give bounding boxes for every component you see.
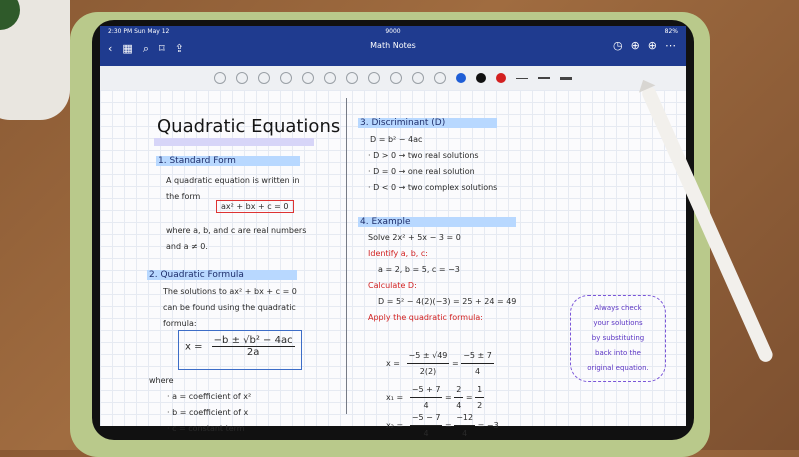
- page-title: Quadratic Equations: [157, 116, 341, 137]
- status-center: 9000: [385, 28, 401, 35]
- where-label: where: [149, 376, 174, 385]
- example-frac1-den: 2(2): [419, 367, 437, 376]
- red-color[interactable]: [496, 73, 506, 83]
- note-line-4: back into the: [595, 349, 641, 357]
- section-standard-form: [156, 156, 300, 205]
- back-icon[interactable]: ‹: [108, 42, 113, 55]
- quadratic-line-2: can be found using the quadratic: [163, 303, 296, 312]
- document-title[interactable]: Math Notes: [370, 41, 416, 50]
- heading-standard-form: 1. Standard Form: [156, 156, 300, 166]
- title-highlight: [154, 138, 314, 146]
- x2-result: = −3: [477, 421, 499, 430]
- discriminant-d1: · D > 0 → two real solutions: [368, 151, 479, 160]
- pencil-tool[interactable]: [236, 72, 248, 84]
- example-dline: D = 5² − 4(2)(−3) = 25 + 24 = 49: [378, 297, 517, 306]
- quadratic-formula-box: [178, 330, 302, 370]
- plant-pot: [0, 0, 70, 120]
- black-color[interactable]: [476, 73, 486, 83]
- x1-final-num: 1: [475, 382, 484, 398]
- note-line-2: your solutions: [593, 319, 643, 327]
- x1-final-den: 2: [477, 401, 483, 410]
- plus-icon[interactable]: ⊕: [647, 39, 657, 52]
- undo-tool[interactable]: [390, 72, 402, 84]
- x2-simplified-num: −12: [454, 410, 475, 426]
- top-bar: [100, 26, 686, 66]
- example-solve: Solve 2x² + 5x − 3 = 0: [368, 233, 461, 242]
- formula-numerator: −b ± √b² − 4ac: [213, 335, 293, 346]
- quadratic-line-3: formula:: [163, 319, 197, 328]
- tablet-screen: [100, 26, 686, 438]
- formula-denominator: 2a: [246, 347, 260, 358]
- more-icon[interactable]: ⋯: [665, 39, 676, 52]
- x2-label: x₂ =: [386, 421, 404, 430]
- x1-fraction: [410, 382, 443, 413]
- standard-form-line-4: and a ≠ 0.: [166, 242, 208, 251]
- section-discriminant: [358, 118, 497, 196]
- x1-simplified-den: 4: [456, 401, 462, 410]
- example-formula-line: [386, 348, 494, 379]
- example-x2-line: x₂ = $\frac{-5 - 7}{4}$ = $\frac{-12}{4}$ = −3: [386, 410, 499, 441]
- share-icon[interactable]: ⇪: [174, 42, 184, 55]
- example-x1-line: x₁ = $\frac{-5 + 7}{4}$ = $\frac{2}{4}$ = $\frac{1}{2}$: [386, 382, 484, 413]
- standard-form-line-1: A quadratic equation is written in: [166, 176, 300, 185]
- x1-fraction-simplified: [454, 382, 463, 413]
- section-example: [358, 217, 516, 326]
- blue-color[interactable]: [456, 73, 466, 83]
- status-time: 2:30 PM Sun May 12: [108, 28, 170, 35]
- x1-fraction-final: [475, 382, 484, 413]
- note-line-5: original equation.: [587, 364, 649, 372]
- brush-tool[interactable]: [280, 72, 292, 84]
- battery-indicator: 82%: [664, 28, 678, 35]
- search-icon[interactable]: ⌕: [142, 42, 149, 55]
- example-values: a = 2, b = 5, c = −3: [378, 265, 460, 274]
- shape-tool[interactable]: [368, 72, 380, 84]
- formula-definitions: [149, 373, 251, 437]
- thick-stroke[interactable]: [560, 77, 572, 80]
- plant-leaf: [0, 0, 20, 30]
- bookmark-icon[interactable]: ⌑: [158, 42, 165, 55]
- example-equals: =: [451, 359, 459, 368]
- heading-example: 4. Example: [358, 217, 516, 227]
- definition-c: · c = constant term: [167, 424, 245, 433]
- medium-stroke[interactable]: [538, 77, 550, 79]
- example-frac1-num: −5 ± √49: [407, 348, 450, 364]
- thin-stroke[interactable]: [516, 78, 528, 79]
- x2-numerator: −5 − 7: [410, 410, 443, 426]
- definition-b: · b = coefficient of x: [167, 408, 249, 417]
- timer-icon[interactable]: ◷: [612, 39, 623, 52]
- lasso-tool[interactable]: [346, 72, 358, 84]
- example-frac2-num: −5 ± 7: [461, 348, 494, 364]
- pen-tool[interactable]: [214, 72, 226, 84]
- x1-denominator: 4: [423, 401, 429, 410]
- redo-tool[interactable]: [412, 72, 424, 84]
- discriminant-d3: · D < 0 → two complex solutions: [368, 183, 498, 192]
- x1-simplified-num: 2: [454, 382, 463, 398]
- example-frac2-den: 4: [474, 367, 481, 376]
- example-identify: Identify a, b, c:: [368, 249, 428, 258]
- x1-label: x₁ =: [386, 393, 404, 402]
- section-quadratic-formula: [147, 270, 297, 332]
- x1-numerator: −5 + 7: [410, 382, 443, 398]
- definition-a: · a = coefficient of x²: [167, 392, 252, 401]
- drawing-toolbar: [100, 66, 686, 91]
- discriminant-equation: D = b² − 4ac: [370, 135, 423, 144]
- zoom-in-icon[interactable]: ⊕: [630, 39, 640, 52]
- x2-simplified-den: 4: [462, 429, 468, 438]
- x2-fraction-simplified: [454, 410, 475, 441]
- marker-tool[interactable]: [258, 72, 270, 84]
- grid-icon[interactable]: ▦: [122, 42, 133, 55]
- standard-form-formula: ax² + bx + c = 0: [216, 200, 294, 213]
- heading-quadratic-formula: 2. Quadratic Formula: [147, 270, 297, 280]
- note-page: [100, 90, 686, 438]
- example-x-label: x =: [386, 359, 400, 368]
- formula-x: x =: [185, 341, 203, 353]
- standard-form-notes: [166, 223, 306, 255]
- standard-form-line-3: where a, b, and c are real numbers: [166, 226, 307, 235]
- text-tool[interactable]: [434, 72, 446, 84]
- right-icons: [613, 39, 676, 53]
- x2-fraction: [410, 410, 443, 441]
- highlighter-tool[interactable]: [302, 72, 314, 84]
- reminder-note: [570, 295, 666, 382]
- heading-discriminant: 3. Discriminant (D): [358, 118, 497, 128]
- column-divider: [346, 98, 347, 414]
- example-fraction-2: [461, 348, 494, 379]
- example-fraction-1: [407, 348, 450, 379]
- example-apply: Apply the quadratic formula:: [368, 313, 483, 322]
- quadratic-line-1: The solutions to ax² + bx + c = 0: [163, 287, 297, 296]
- note-line-1: Always check: [594, 304, 642, 312]
- standard-form-line-2: the form: [166, 192, 201, 201]
- formula-fraction: [212, 335, 295, 358]
- note-line-3: by substituting: [591, 334, 645, 342]
- discriminant-d2: · D = 0 → one real solution: [368, 167, 475, 176]
- x2-denominator: 4: [423, 429, 429, 438]
- example-calc: Calculate D:: [368, 281, 417, 290]
- eraser-tool[interactable]: [324, 72, 336, 84]
